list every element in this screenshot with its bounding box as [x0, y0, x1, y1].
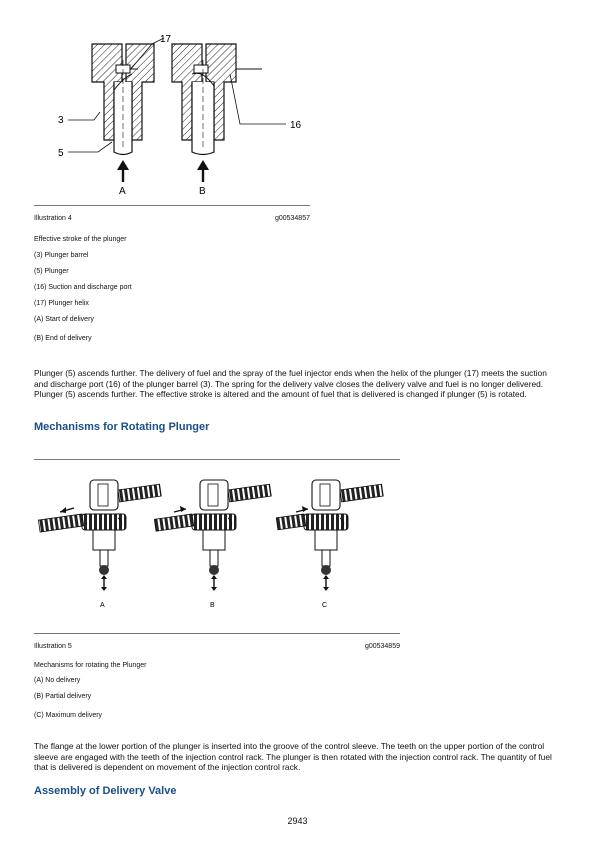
callout-3: 3 [58, 115, 64, 126]
caption-item: (B) End of delivery [34, 335, 92, 342]
caption-item: (B) Partial delivery [34, 693, 92, 700]
plunger-barrel-b [172, 44, 262, 140]
caption-image-id-4: g00534857 [274, 215, 310, 222]
caption-item: Effective stroke of the plunger [34, 236, 127, 243]
callout-a: A [119, 186, 126, 197]
caption-item: (17) Plunger helix [34, 300, 89, 307]
illustration-4-figure [34, 30, 310, 200]
page-number: 2943 [287, 816, 308, 826]
section-heading-rotating-plunger: Mechanisms for Rotating Plunger [34, 421, 210, 433]
body-paragraph-1: Plunger (5) ascends further. The delivery of fuel and the spray of the fuel injector ends when the helix of the plunger (17) meets the suction and discharge port (16) of the plunger barrel (3). The spring for the delivery valve closes the delivery valve and fuel is no longer delivered. Plunger (5) ascends further. The effective stroke is altered and the amount of fuel that is delivered is changed if plunger (5) is rotated. [34, 368, 547, 399]
caption-item: (A) Start of delivery [34, 316, 94, 323]
mechanism-b [154, 480, 271, 591]
callout-a: A [100, 602, 105, 609]
caption-item: (5) Plunger [34, 268, 69, 275]
mechanism-c [276, 480, 383, 591]
callout-b: B [199, 186, 206, 197]
body-paragraph-2: The flange at the lower portion of the plunger is inserted into the groove of the control sleeve. The teeth on the upper portion of the control sleeve are engaged with the teeth of the injection control rack. The plunger is then rotated with the injection control rack. The quantity of fuel that is delivered is dependent on movement of the injection control rack. [34, 741, 552, 772]
caption-item: (16) Suction and discharge port [34, 284, 132, 291]
callout-c: C [322, 602, 328, 609]
caption-item: (3) Plunger barrel [34, 252, 89, 259]
caption-illustration-5: Illustration 5 [34, 643, 72, 650]
arrow-up-b-icon [197, 160, 209, 182]
section-heading-delivery-valve: Assembly of Delivery Valve [34, 785, 177, 797]
illustration-5-figure [34, 462, 400, 632]
callout-17: 17 [160, 34, 172, 45]
caption-rule-2 [34, 633, 400, 634]
callout-5: 5 [58, 148, 64, 159]
caption-item: (A) No delivery [34, 677, 81, 684]
caption-item: (C) Maximum delivery [34, 712, 103, 719]
caption-item: Mechanisms for rotating the Plunger [34, 662, 147, 669]
callout-b: B [210, 602, 215, 609]
mechanism-a [38, 480, 161, 591]
caption-rule-1 [34, 205, 310, 206]
caption-illustration-4: Illustration 4 [34, 215, 72, 222]
figure-top-rule-2 [34, 459, 400, 460]
caption-image-id-5: g00534859 [364, 643, 400, 650]
arrow-up-a-icon [117, 160, 129, 182]
callout-16: 16 [290, 120, 302, 131]
